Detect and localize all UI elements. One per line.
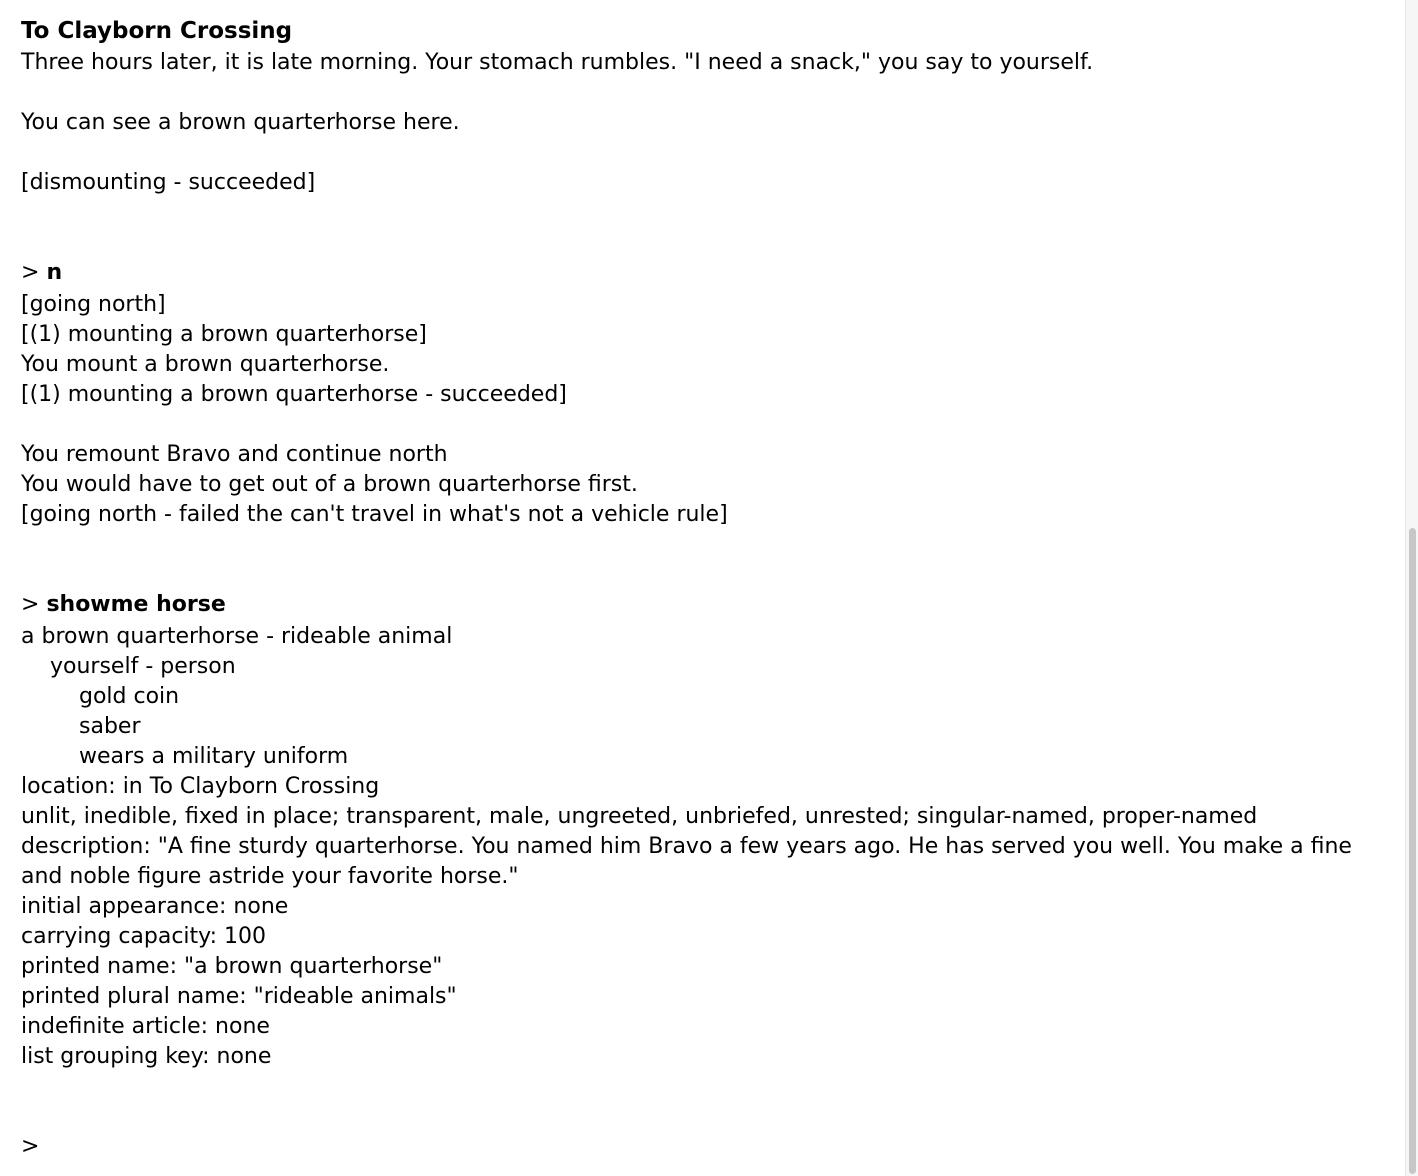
object-tree-item: wears a military uniform — [79, 744, 349, 769]
prompt-symbol: > — [21, 1134, 40, 1159]
response-line: You would have to get out of a brown quarterhorse first. — [21, 472, 638, 497]
spacer — [21, 198, 1391, 228]
object-tree-item: gold coin — [79, 684, 180, 709]
rule-trace-text: [dismounting - succeeded] — [21, 170, 316, 195]
object-tree-item: saber — [79, 714, 141, 739]
property-line: initial appearance: none — [21, 894, 289, 919]
room-title: To Clayborn Crossing — [21, 18, 293, 44]
spacer — [21, 228, 1391, 258]
property-line: indefinite article: none — [21, 1014, 270, 1039]
property-line: description: "A fine sturdy quarterhorse. You named him Bravo a few years ago. He has served you well. You make a fine and noble figure astride your favorite horse." — [21, 834, 1359, 889]
spacer — [21, 410, 1391, 440]
scrollbar-thumb[interactable] — [1409, 528, 1416, 1174]
prompt-symbol: > — [21, 592, 40, 617]
scrollbar[interactable] — [1405, 0, 1418, 1176]
spacer — [21, 530, 1391, 560]
command-echo — [21, 258, 1391, 290]
property-line: list grouping key: none — [21, 1044, 272, 1069]
response-line: You mount a brown quarterhorse. — [21, 352, 390, 377]
spacer — [21, 78, 1391, 108]
response-line: [going north - failed the can't travel in what's not a vehicle rule] — [21, 502, 728, 527]
command-text: showme horse — [46, 592, 226, 617]
property-line: printed plural name: "rideable animals" — [21, 984, 457, 1009]
transcript — [21, 14, 1391, 1072]
command-echo — [21, 590, 1391, 622]
prompt-symbol: > — [21, 260, 40, 285]
response-line: [(1) mounting a brown quarterhorse] — [21, 322, 427, 347]
room-intro-text: Three hours later, it is late morning. Your stomach rumbles. "I need a snack," you say to yourself. — [21, 50, 1094, 75]
object-tree-root: a brown quarterhorse - rideable animal — [21, 624, 453, 649]
spacer — [21, 138, 1391, 168]
response-line: [going north] — [21, 292, 166, 317]
property-line: carrying capacity: 100 — [21, 924, 266, 949]
response-line: [(1) mounting a brown quarterhorse - succeeded] — [21, 382, 567, 407]
command-text: n — [46, 260, 63, 285]
command-input-line[interactable] — [21, 1132, 1391, 1162]
property-line: unlit, inedible, fixed in place; transparent, male, ungreeted, unbriefed, unrested; singular-named, proper-named — [21, 804, 1258, 829]
response-line: You remount Bravo and continue north — [21, 442, 448, 467]
visible-objects-text: You can see a brown quarterhorse here. — [21, 110, 460, 135]
spacer — [21, 560, 1391, 590]
property-line: location: in To Clayborn Crossing — [21, 774, 380, 799]
object-tree-child: yourself - person — [50, 654, 236, 679]
property-line: printed name: "a brown quarterhorse" — [21, 954, 443, 979]
